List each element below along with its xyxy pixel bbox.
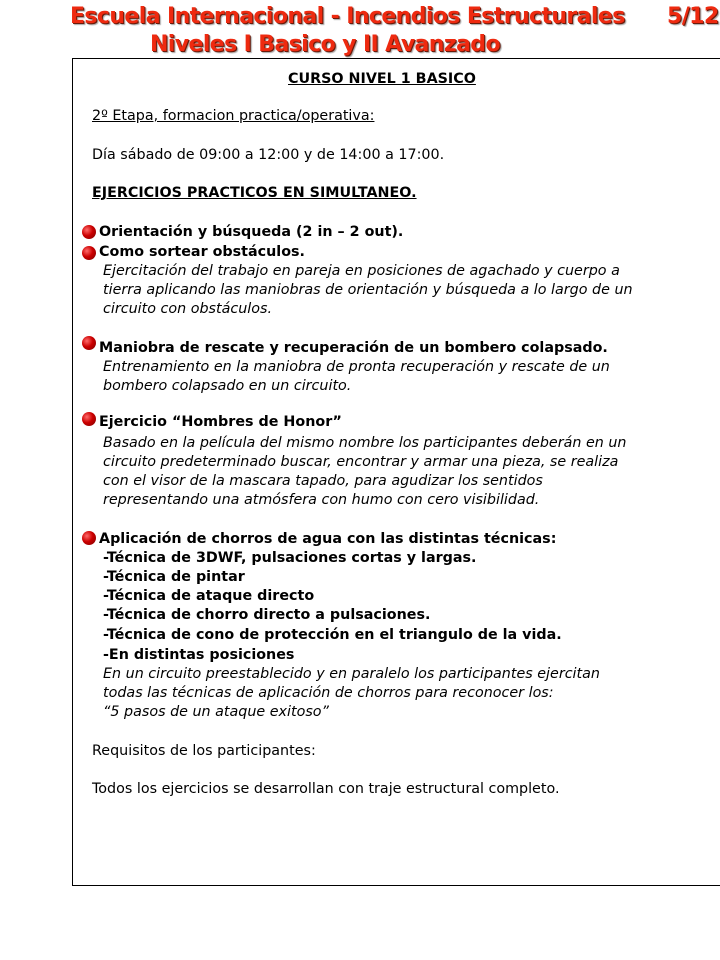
item-water-desc-line: En un circuito preestablecido y en paralelo los participantes ejercitan xyxy=(103,666,600,682)
header-title-line1: Escuela Internacional - Incendios Estructurales xyxy=(70,4,625,29)
technique-item: -Técnica de ataque directo xyxy=(103,588,315,604)
item-honor-desc-line: Basado en la película del mismo nombre los participantes deberán en un xyxy=(103,435,627,451)
item-water-desc-line: “5 pasos de un ataque exitoso” xyxy=(103,704,329,720)
item-obstacles-desc-line: Ejercitación del trabajo en pareja en posiciones de agachado y cuerpo a xyxy=(103,263,620,279)
exercises-heading: EJERCICIOS PRACTICOS EN SIMULTANEO. xyxy=(92,185,417,201)
item-obstacles-desc-line: circuito con obstáculos. xyxy=(103,301,272,317)
item-orientation-title: Orientación y búsqueda (2 in – 2 out). xyxy=(99,224,404,240)
bullet-icon xyxy=(82,412,96,426)
item-obstacles-title: Como sortear obstáculos. xyxy=(99,244,305,260)
item-water-title: Aplicación de chorros de agua con las distintas técnicas: xyxy=(99,531,557,547)
stage-heading: 2º Etapa, formacion practica/operativa: xyxy=(92,108,375,124)
technique-item: -Técnica de chorro directo a pulsaciones. xyxy=(103,607,431,623)
technique-item: -En distintas posiciones xyxy=(103,647,295,663)
item-honor-desc-line: representando una atmósfera con humo con cero visibilidad. xyxy=(103,492,540,508)
item-water-desc-line: todas las técnicas de aplicación de chorros para reconocer los: xyxy=(103,685,554,701)
item-rescue-desc-line: Entrenamiento en la maniobra de pronta recuperación y rescate de un xyxy=(103,359,610,375)
item-honor-desc-line: con el visor de la mascara tapado, para agudizar los sentidos xyxy=(103,473,543,489)
header-title-line2: Niveles I Basico y II Avanzado xyxy=(150,32,500,57)
technique-item: -Técnica de 3DWF, pulsaciones cortas y largas. xyxy=(103,550,477,566)
technique-item: -Técnica de cono de protección en el triangulo de la vida. xyxy=(103,627,562,643)
bullet-icon xyxy=(82,225,96,239)
page-number: 5/12 xyxy=(667,4,719,29)
item-honor-desc-line: circuito predeterminado buscar, encontrar y armar una pieza, se realiza xyxy=(103,454,619,470)
item-rescue-desc-line: bombero colapsado en un circuito. xyxy=(103,378,352,394)
item-obstacles-desc-line: tierra aplicando las maniobras de orientación y búsqueda a lo largo de un xyxy=(103,282,633,298)
item-honor-title: Ejercicio “Hombres de Honor” xyxy=(99,414,342,430)
bullet-icon xyxy=(82,336,96,350)
technique-item: -Técnica de pintar xyxy=(103,569,245,585)
schedule-text: Día sábado de 09:00 a 12:00 y de 14:00 a 17:00. xyxy=(92,147,445,163)
bullet-icon xyxy=(82,531,96,545)
requirements-heading: Requisitos de los participantes: xyxy=(92,743,316,759)
course-title: CURSO NIVEL 1 BASICO xyxy=(288,71,476,87)
bullet-icon xyxy=(82,246,96,260)
requirements-text: Todos los ejercicios se desarrollan con traje estructural completo. xyxy=(92,781,560,797)
item-rescue-title: Maniobra de rescate y recuperación de un bombero colapsado. xyxy=(99,340,608,356)
